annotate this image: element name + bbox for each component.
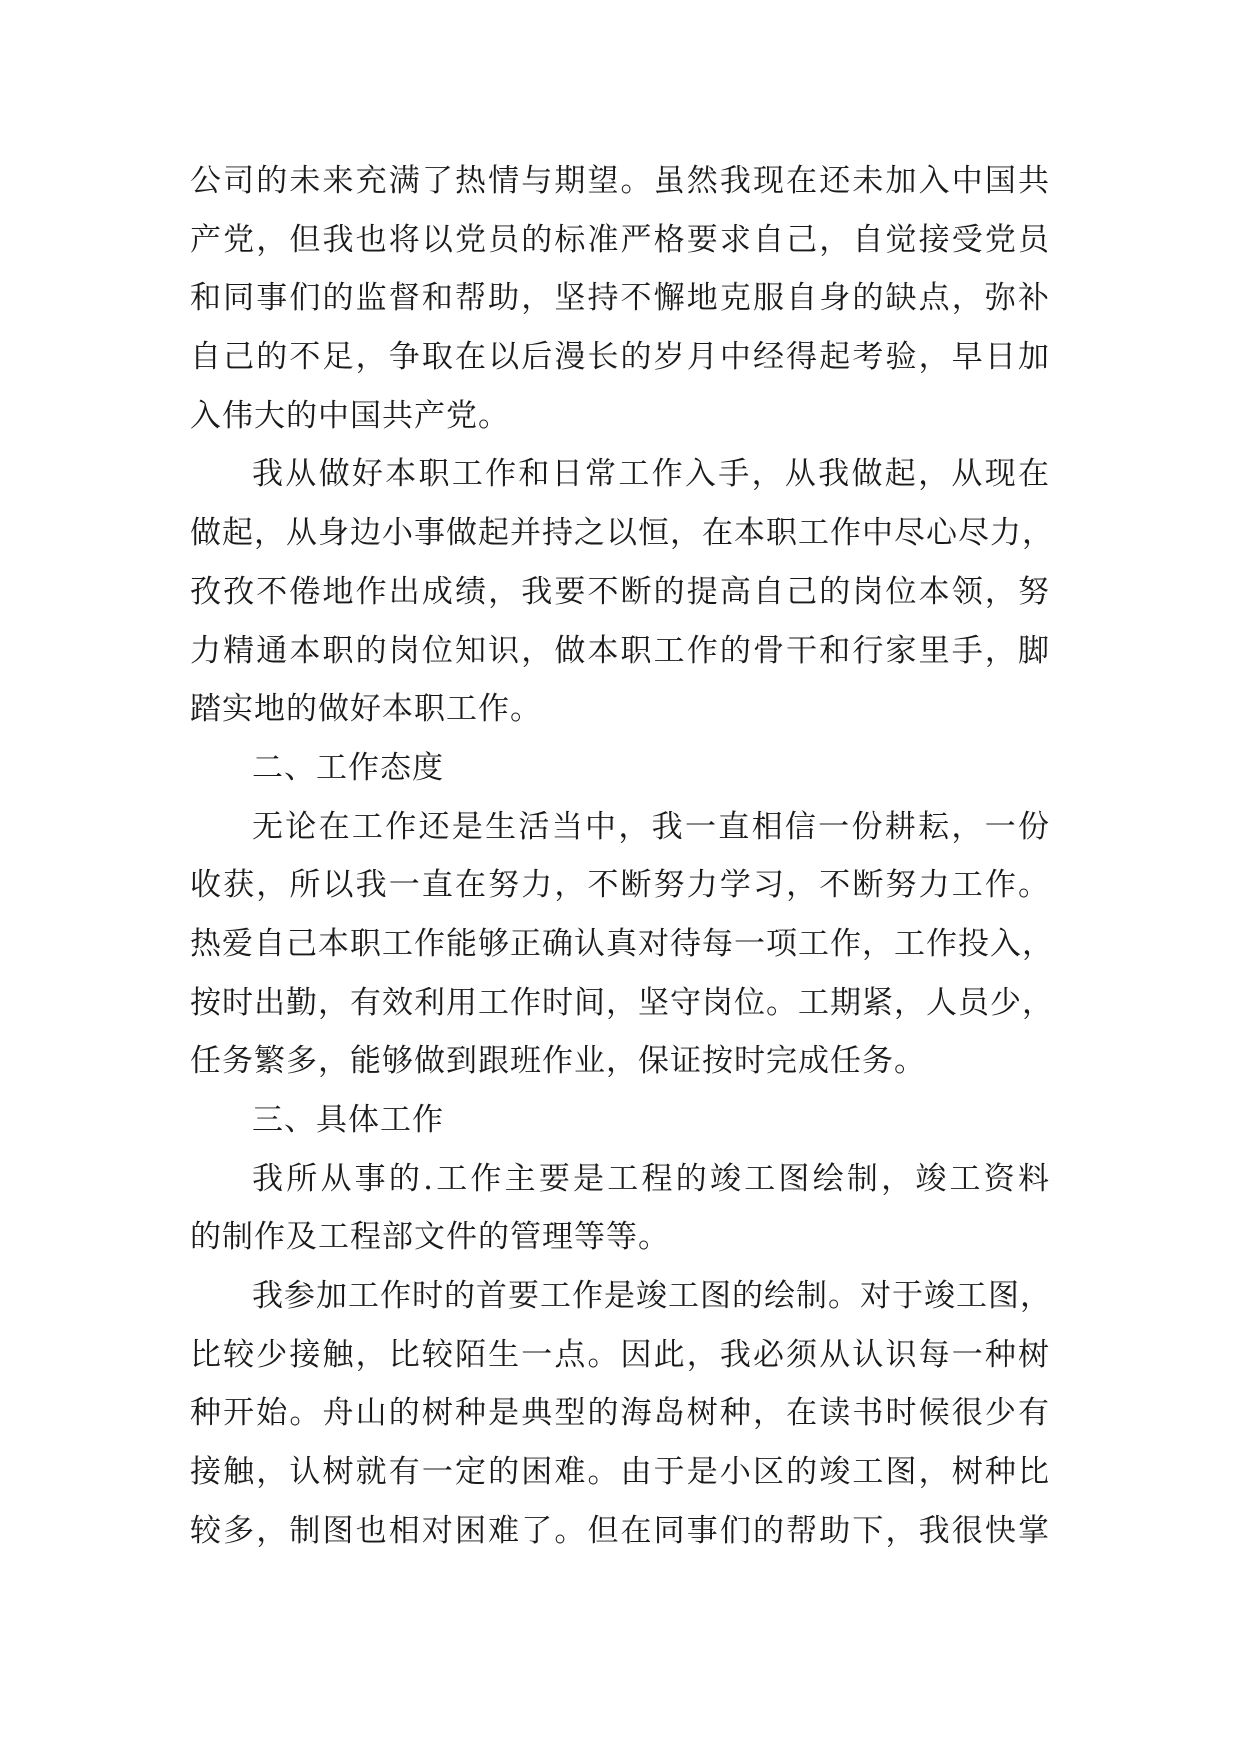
text-line: 任务繁多，能够做到跟班作业，保证按时完成任务。: [190, 1043, 926, 1080]
text-line: 踏实地的做好本职工作。: [190, 691, 542, 728]
text-line: 入伟大的中国共产党。: [190, 397, 510, 434]
text-line: 孜孜不倦地作出成绩，我要不断的提高自己的岗位本领，努: [190, 573, 1050, 610]
text-line: 的制作及工程部文件的管理等等。: [190, 1219, 670, 1256]
section-heading: 二、工作态度: [252, 749, 444, 786]
text-line: 无论在工作还是生活当中，我一直相信一份耕耘，一份: [252, 808, 1050, 845]
text-line: 公司的未来充满了热情与期望。虽然我现在还未加入中国共: [190, 163, 1050, 199]
text-line: 做起，从身边小事做起并持之以恒，在本职工作中尽心尽力，: [190, 515, 1054, 552]
text-line: 热爱自己本职工作能够正确认真对待每一项工作，工作投入，: [190, 925, 1054, 962]
text-line: 和同事们的监督和帮助，坚持不懈地克服自身的缺点，弥补: [190, 280, 1050, 317]
text-line: 收获，所以我一直在努力，不断努力学习，不断努力工作。: [190, 867, 1050, 904]
text-line: 比较少接触，比较陌生一点。因此，我必须从认识每一种树: [190, 1336, 1050, 1373]
text-line: 我参加工作时的首要工作是竣工图的绘制。对于竣工图，: [252, 1278, 1052, 1315]
text-line: 我所从事的.工作主要是工程的竣工图绘制，竣工资料: [252, 1160, 1050, 1197]
text-line: 种开始。舟山的树种是典型的海岛树种，在读书时候很少有: [190, 1395, 1050, 1432]
text-line: 接触，认树就有一定的困难。由于是小区的竣工图，树种比: [190, 1454, 1050, 1491]
section-heading: 三、具体工作: [252, 1102, 444, 1138]
text-line: 我从做好本职工作和日常工作入手，从我做起，从现在: [252, 456, 1050, 493]
text-line: 产党，但我也将以党员的标准严格要求自己，自觉接受党员: [190, 221, 1050, 258]
document-body: [190, 152, 1054, 1561]
text-line: 力精通本职的岗位知识，做本职工作的骨干和行家里手，脚: [190, 632, 1050, 669]
text-line: 自己的不足，争取在以后漫长的岁月中经得起考验，早日加: [190, 339, 1050, 376]
text-line: 按时出勤，有效利用工作时间，坚守岗位。工期紧，人员少，: [190, 984, 1054, 1021]
text-line: 较多，制图也相对困难了。但在同事们的帮助下，我很快掌: [190, 1512, 1050, 1549]
